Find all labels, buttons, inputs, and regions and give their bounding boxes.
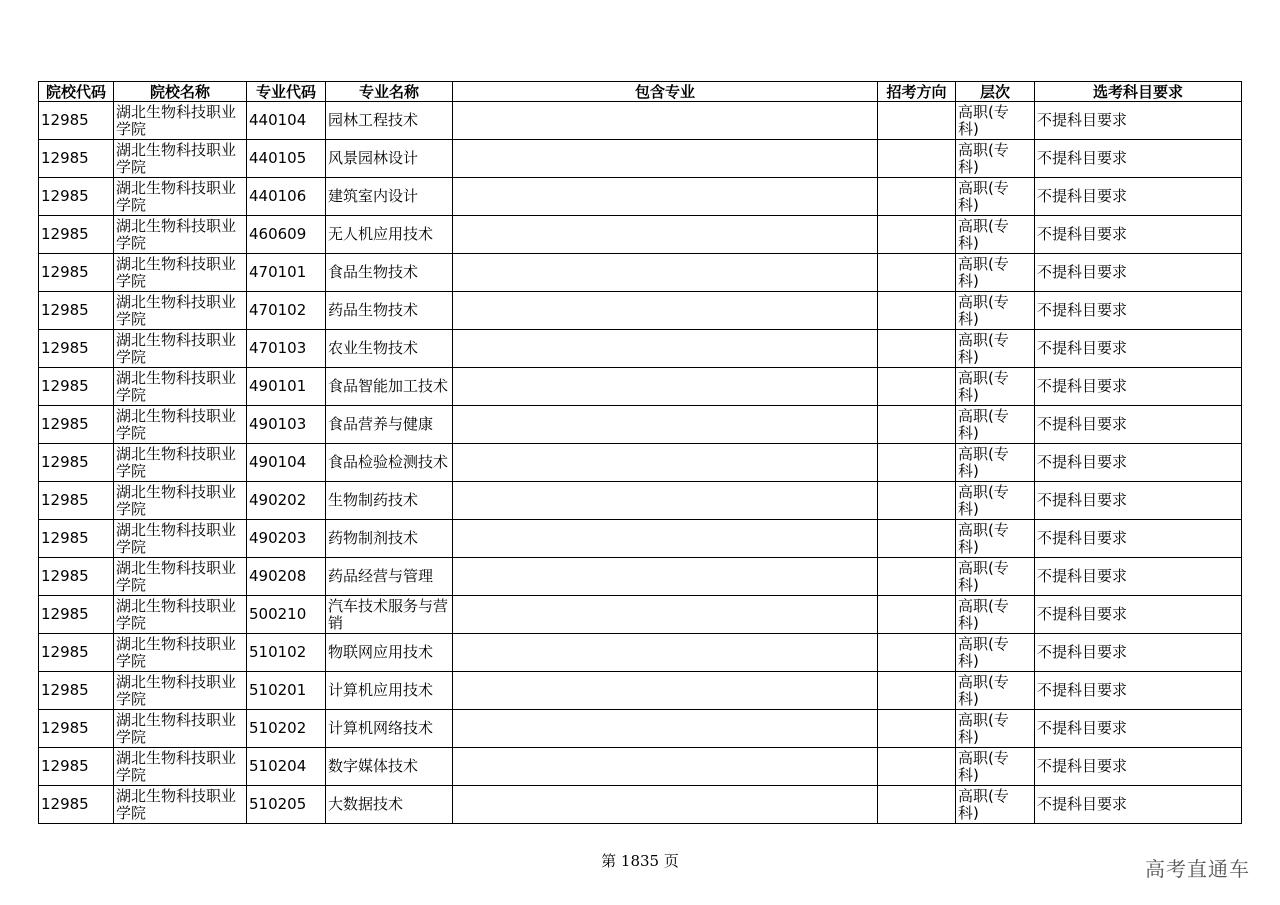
cell-subject-requirement-text: 不提科目要求 <box>1037 757 1128 775</box>
table-row <box>39 368 1242 406</box>
cell-level <box>956 406 1035 444</box>
cell-level-text: 高职(专科) <box>958 596 1009 632</box>
cell-subject-requirement <box>1035 748 1242 786</box>
cell-major-name <box>326 672 453 710</box>
cell-school-name <box>114 748 247 786</box>
cell-included-majors <box>453 748 878 786</box>
cell-major-code <box>247 406 326 444</box>
cell-level <box>956 558 1035 596</box>
cell-level-text: 高职(专科) <box>958 634 1009 670</box>
cell-subject-requirement-text: 不提科目要求 <box>1037 643 1128 661</box>
cell-subject-requirement <box>1035 330 1242 368</box>
cell-direction <box>878 748 956 786</box>
cell-major-code-text: 510202 <box>249 719 307 737</box>
cell-subject-requirement <box>1035 710 1242 748</box>
cell-direction <box>878 482 956 520</box>
header-level: 层次 <box>956 82 1035 102</box>
cell-school-code-text: 12985 <box>41 301 89 319</box>
table-row <box>39 102 1242 140</box>
cell-major-name <box>326 748 453 786</box>
cell-school-code <box>39 368 114 406</box>
cell-major-name <box>326 482 453 520</box>
cell-major-code-text: 490202 <box>249 491 307 509</box>
cell-direction <box>878 178 956 216</box>
cell-subject-requirement-text: 不提科目要求 <box>1037 339 1128 357</box>
table-row <box>39 292 1242 330</box>
cell-major-code <box>247 748 326 786</box>
cell-school-code-text: 12985 <box>41 339 89 357</box>
cell-school-name-text: 湖北生物科技职业学院 <box>116 444 237 480</box>
cell-school-name-text: 湖北生物科技职业学院 <box>116 292 237 328</box>
cell-major-code-text: 490208 <box>249 567 307 585</box>
cell-included-majors <box>453 292 878 330</box>
cell-major-name-text: 计算机网络技术 <box>328 719 434 737</box>
cell-major-code-text: 440106 <box>249 187 307 205</box>
cell-level-text: 高职(专科) <box>958 292 1009 328</box>
cell-major-name <box>326 444 453 482</box>
cell-subject-requirement <box>1035 102 1242 140</box>
cell-major-name <box>326 178 453 216</box>
cell-major-code-text: 490101 <box>249 377 307 395</box>
cell-subject-requirement-text: 不提科目要求 <box>1037 491 1128 509</box>
cell-level <box>956 292 1035 330</box>
cell-level-text: 高职(专科) <box>958 216 1009 252</box>
cell-subject-requirement-text: 不提科目要求 <box>1037 263 1128 281</box>
cell-school-code-text: 12985 <box>41 681 89 699</box>
cell-school-code <box>39 558 114 596</box>
cell-major-name-text: 数字媒体技术 <box>328 757 419 775</box>
cell-major-name <box>326 368 453 406</box>
cell-subject-requirement-text: 不提科目要求 <box>1037 187 1128 205</box>
cell-included-majors <box>453 482 878 520</box>
cell-subject-requirement-text: 不提科目要求 <box>1037 719 1128 737</box>
cell-major-name-text: 食品生物技术 <box>328 263 419 281</box>
watermark-text: 高考直通车 <box>1145 857 1250 881</box>
header-subject-requirement: 选考科目要求 <box>1035 82 1242 102</box>
cell-major-code <box>247 558 326 596</box>
cell-direction <box>878 596 956 634</box>
cell-major-name-text: 食品营养与健康 <box>328 415 434 433</box>
cell-subject-requirement-text: 不提科目要求 <box>1037 415 1128 433</box>
cell-school-code-text: 12985 <box>41 415 89 433</box>
cell-school-code <box>39 178 114 216</box>
cell-major-name-text: 食品智能加工技术 <box>328 377 449 395</box>
cell-school-name <box>114 216 247 254</box>
cell-school-code-text: 12985 <box>41 605 89 623</box>
cell-level-text: 高职(专科) <box>958 444 1009 480</box>
table-header-row <box>39 82 1242 102</box>
cell-included-majors <box>453 140 878 178</box>
cell-school-name <box>114 444 247 482</box>
header-major-code: 专业代码 <box>247 82 326 102</box>
cell-school-code-text: 12985 <box>41 719 89 737</box>
cell-major-name-text: 园林工程技术 <box>328 111 419 129</box>
cell-level <box>956 596 1035 634</box>
cell-major-code <box>247 482 326 520</box>
cell-direction <box>878 710 956 748</box>
cell-direction <box>878 406 956 444</box>
cell-school-code <box>39 672 114 710</box>
table-row <box>39 634 1242 672</box>
cell-major-code-text: 490103 <box>249 415 307 433</box>
cell-major-code <box>247 102 326 140</box>
cell-major-name-text: 汽车技术服务与营销 <box>328 596 449 632</box>
cell-included-majors <box>453 558 878 596</box>
cell-level-text: 高职(专科) <box>958 140 1009 176</box>
cell-major-name-text: 药品经营与管理 <box>328 567 434 585</box>
cell-major-code-text: 490104 <box>249 453 307 471</box>
cell-level-text: 高职(专科) <box>958 710 1009 746</box>
cell-included-majors <box>453 368 878 406</box>
cell-level <box>956 102 1035 140</box>
cell-major-code <box>247 178 326 216</box>
table-row <box>39 178 1242 216</box>
cell-subject-requirement-text: 不提科目要求 <box>1037 605 1128 623</box>
cell-included-majors <box>453 596 878 634</box>
header-direction: 招考方向 <box>878 82 956 102</box>
cell-included-majors <box>453 672 878 710</box>
cell-school-code <box>39 786 114 824</box>
cell-major-code-text: 490203 <box>249 529 307 547</box>
cell-school-name-text: 湖北生物科技职业学院 <box>116 786 237 822</box>
header-school-name: 院校名称 <box>114 82 247 102</box>
cell-major-code <box>247 330 326 368</box>
cell-level-text: 高职(专科) <box>958 558 1009 594</box>
cell-school-name <box>114 786 247 824</box>
table-row <box>39 444 1242 482</box>
cell-subject-requirement-text: 不提科目要求 <box>1037 795 1128 813</box>
cell-major-name <box>326 102 453 140</box>
cell-school-name-text: 湖北生物科技职业学院 <box>116 102 237 138</box>
cell-direction <box>878 330 956 368</box>
cell-major-name <box>326 330 453 368</box>
cell-school-code <box>39 520 114 558</box>
cell-major-name-text: 物联网应用技术 <box>328 643 434 661</box>
cell-school-code-text: 12985 <box>41 491 89 509</box>
cell-school-code-text: 12985 <box>41 567 89 585</box>
cell-school-name <box>114 102 247 140</box>
table-row <box>39 216 1242 254</box>
cell-major-code <box>247 140 326 178</box>
cell-school-name <box>114 178 247 216</box>
table-row <box>39 748 1242 786</box>
cell-school-code <box>39 330 114 368</box>
cell-level <box>956 710 1035 748</box>
cell-major-name <box>326 596 453 634</box>
cell-major-name <box>326 634 453 672</box>
cell-major-name <box>326 406 453 444</box>
cell-school-name <box>114 520 247 558</box>
cell-level <box>956 444 1035 482</box>
cell-direction <box>878 102 956 140</box>
table-row <box>39 710 1242 748</box>
cell-major-code-text: 510102 <box>249 643 307 661</box>
cell-direction <box>878 216 956 254</box>
header-included-majors: 包含专业 <box>453 82 878 102</box>
cell-major-code-text: 470102 <box>249 301 307 319</box>
table-row <box>39 140 1242 178</box>
cell-level <box>956 330 1035 368</box>
cell-major-name <box>326 254 453 292</box>
cell-included-majors <box>453 102 878 140</box>
cell-major-code <box>247 254 326 292</box>
cell-subject-requirement-text: 不提科目要求 <box>1037 681 1128 699</box>
cell-major-name-text: 药品生物技术 <box>328 301 419 319</box>
cell-major-name <box>326 216 453 254</box>
cell-direction <box>878 786 956 824</box>
cell-school-name <box>114 330 247 368</box>
cell-subject-requirement <box>1035 216 1242 254</box>
cell-major-name <box>326 786 453 824</box>
cell-major-name-text: 风景园林设计 <box>328 149 419 167</box>
cell-subject-requirement <box>1035 672 1242 710</box>
cell-level-text: 高职(专科) <box>958 368 1009 404</box>
cell-subject-requirement <box>1035 444 1242 482</box>
cell-level <box>956 216 1035 254</box>
cell-major-code <box>247 710 326 748</box>
cell-level-text: 高职(专科) <box>958 102 1009 138</box>
cell-subject-requirement <box>1035 786 1242 824</box>
cell-major-name-text: 建筑室内设计 <box>328 187 419 205</box>
cell-school-code-text: 12985 <box>41 225 89 243</box>
cell-subject-requirement-text: 不提科目要求 <box>1037 529 1128 547</box>
cell-major-name-text: 计算机应用技术 <box>328 681 434 699</box>
cell-included-majors <box>453 710 878 748</box>
cell-major-code-text: 460609 <box>249 225 307 243</box>
cell-level <box>956 786 1035 824</box>
cell-level <box>956 368 1035 406</box>
cell-subject-requirement <box>1035 292 1242 330</box>
cell-major-code-text: 510204 <box>249 757 307 775</box>
cell-school-name <box>114 634 247 672</box>
cell-school-name-text: 湖北生物科技职业学院 <box>116 216 237 252</box>
cell-level-text: 高职(专科) <box>958 786 1009 822</box>
cell-school-code <box>39 444 114 482</box>
cell-school-code-text: 12985 <box>41 377 89 395</box>
cell-major-code <box>247 216 326 254</box>
cell-major-code-text: 510205 <box>249 795 307 813</box>
cell-level <box>956 178 1035 216</box>
cell-school-name-text: 湖北生物科技职业学院 <box>116 330 237 366</box>
page-number: 第 1835 页 <box>601 852 679 870</box>
cell-major-name <box>326 558 453 596</box>
cell-subject-requirement-text: 不提科目要求 <box>1037 225 1128 243</box>
cell-included-majors <box>453 634 878 672</box>
cell-school-name <box>114 292 247 330</box>
cell-major-code-text: 440105 <box>249 149 307 167</box>
table-body <box>39 102 1242 824</box>
cell-subject-requirement <box>1035 140 1242 178</box>
cell-major-name-text: 农业生物技术 <box>328 339 419 357</box>
majors-table <box>38 81 1242 824</box>
cell-school-name-text: 湖北生物科技职业学院 <box>116 596 237 632</box>
cell-subject-requirement <box>1035 482 1242 520</box>
cell-school-code-text: 12985 <box>41 187 89 205</box>
cell-major-code <box>247 672 326 710</box>
cell-subject-requirement-text: 不提科目要求 <box>1037 453 1128 471</box>
cell-direction <box>878 558 956 596</box>
cell-school-code <box>39 140 114 178</box>
cell-direction <box>878 672 956 710</box>
cell-school-name-text: 湖北生物科技职业学院 <box>116 558 237 594</box>
cell-school-code <box>39 102 114 140</box>
cell-level <box>956 520 1035 558</box>
cell-major-name <box>326 710 453 748</box>
cell-school-name <box>114 596 247 634</box>
cell-major-name <box>326 292 453 330</box>
cell-school-name-text: 湖北生物科技职业学院 <box>116 748 237 784</box>
cell-included-majors <box>453 406 878 444</box>
cell-direction <box>878 140 956 178</box>
cell-school-name-text: 湖北生物科技职业学院 <box>116 672 237 708</box>
cell-major-name-text: 无人机应用技术 <box>328 225 434 243</box>
cell-school-name-text: 湖北生物科技职业学院 <box>116 634 237 670</box>
cell-school-code-text: 12985 <box>41 149 89 167</box>
cell-level-text: 高职(专科) <box>958 520 1009 556</box>
cell-level-text: 高职(专科) <box>958 748 1009 784</box>
cell-direction <box>878 254 956 292</box>
cell-included-majors <box>453 216 878 254</box>
cell-major-code-text: 470101 <box>249 263 307 281</box>
cell-subject-requirement <box>1035 368 1242 406</box>
cell-subject-requirement-text: 不提科目要求 <box>1037 301 1128 319</box>
cell-school-name-text: 湖北生物科技职业学院 <box>116 140 237 176</box>
cell-school-code <box>39 710 114 748</box>
cell-major-code <box>247 596 326 634</box>
cell-school-code-text: 12985 <box>41 529 89 547</box>
cell-level-text: 高职(专科) <box>958 178 1009 214</box>
cell-included-majors <box>453 254 878 292</box>
cell-included-majors <box>453 444 878 482</box>
cell-major-code <box>247 444 326 482</box>
cell-school-code <box>39 634 114 672</box>
cell-level-text: 高职(专科) <box>958 406 1009 442</box>
cell-school-code <box>39 482 114 520</box>
cell-direction <box>878 444 956 482</box>
cell-major-name <box>326 520 453 558</box>
cell-school-name <box>114 558 247 596</box>
cell-major-code <box>247 520 326 558</box>
cell-included-majors <box>453 330 878 368</box>
cell-major-code <box>247 634 326 672</box>
table-row <box>39 482 1242 520</box>
cell-school-name-text: 湖北生物科技职业学院 <box>116 482 237 518</box>
cell-school-name <box>114 140 247 178</box>
cell-direction <box>878 634 956 672</box>
cell-level <box>956 482 1035 520</box>
header-school-code: 院校代码 <box>39 82 114 102</box>
table-row <box>39 406 1242 444</box>
cell-school-name-text: 湖北生物科技职业学院 <box>116 406 237 442</box>
cell-major-name <box>326 140 453 178</box>
cell-included-majors <box>453 786 878 824</box>
cell-school-name <box>114 710 247 748</box>
cell-direction <box>878 368 956 406</box>
cell-school-code-text: 12985 <box>41 757 89 775</box>
cell-school-code-text: 12985 <box>41 643 89 661</box>
cell-school-code <box>39 292 114 330</box>
cell-level-text: 高职(专科) <box>958 482 1009 518</box>
cell-subject-requirement-text: 不提科目要求 <box>1037 149 1128 167</box>
cell-school-code <box>39 596 114 634</box>
cell-school-code-text: 12985 <box>41 111 89 129</box>
cell-school-code-text: 12985 <box>41 453 89 471</box>
cell-level-text: 高职(专科) <box>958 672 1009 708</box>
cell-school-name-text: 湖北生物科技职业学院 <box>116 254 237 290</box>
cell-level-text: 高职(专科) <box>958 330 1009 366</box>
cell-school-code-text: 12985 <box>41 795 89 813</box>
cell-subject-requirement <box>1035 406 1242 444</box>
cell-school-name <box>114 406 247 444</box>
table-row <box>39 520 1242 558</box>
cell-level <box>956 634 1035 672</box>
cell-major-code-text: 510201 <box>249 681 307 699</box>
cell-subject-requirement <box>1035 178 1242 216</box>
cell-school-code <box>39 406 114 444</box>
cell-subject-requirement <box>1035 254 1242 292</box>
header-major-name: 专业名称 <box>326 82 453 102</box>
cell-subject-requirement <box>1035 558 1242 596</box>
cell-included-majors <box>453 178 878 216</box>
table-row <box>39 254 1242 292</box>
cell-level-text: 高职(专科) <box>958 254 1009 290</box>
cell-subject-requirement <box>1035 520 1242 558</box>
cell-major-code-text: 470103 <box>249 339 307 357</box>
cell-direction <box>878 292 956 330</box>
cell-school-code <box>39 748 114 786</box>
cell-school-name <box>114 482 247 520</box>
cell-level <box>956 140 1035 178</box>
cell-included-majors <box>453 520 878 558</box>
cell-major-name-text: 食品检验检测技术 <box>328 453 449 471</box>
cell-major-name-text: 药物制剂技术 <box>328 529 419 547</box>
cell-level <box>956 748 1035 786</box>
cell-school-code <box>39 254 114 292</box>
cell-school-code <box>39 216 114 254</box>
cell-level <box>956 672 1035 710</box>
cell-major-code-text: 440104 <box>249 111 307 129</box>
cell-direction <box>878 520 956 558</box>
cell-school-name <box>114 672 247 710</box>
cell-school-name <box>114 368 247 406</box>
cell-subject-requirement <box>1035 634 1242 672</box>
cell-major-code <box>247 786 326 824</box>
table-row <box>39 672 1242 710</box>
cell-school-name <box>114 254 247 292</box>
table-row <box>39 558 1242 596</box>
cell-school-name-text: 湖北生物科技职业学院 <box>116 368 237 404</box>
cell-subject-requirement-text: 不提科目要求 <box>1037 111 1128 129</box>
cell-subject-requirement-text: 不提科目要求 <box>1037 377 1128 395</box>
cell-subject-requirement-text: 不提科目要求 <box>1037 567 1128 585</box>
cell-major-code-text: 500210 <box>249 605 307 623</box>
table-row <box>39 596 1242 634</box>
cell-school-name-text: 湖北生物科技职业学院 <box>116 710 237 746</box>
cell-level <box>956 254 1035 292</box>
cell-school-code-text: 12985 <box>41 263 89 281</box>
table-row <box>39 330 1242 368</box>
cell-major-name-text: 生物制药技术 <box>328 491 419 509</box>
cell-major-name-text: 大数据技术 <box>328 795 404 813</box>
cell-school-name-text: 湖北生物科技职业学院 <box>116 178 237 214</box>
table-row <box>39 786 1242 824</box>
cell-major-code <box>247 368 326 406</box>
cell-school-name-text: 湖北生物科技职业学院 <box>116 520 237 556</box>
cell-major-code <box>247 292 326 330</box>
cell-subject-requirement <box>1035 596 1242 634</box>
